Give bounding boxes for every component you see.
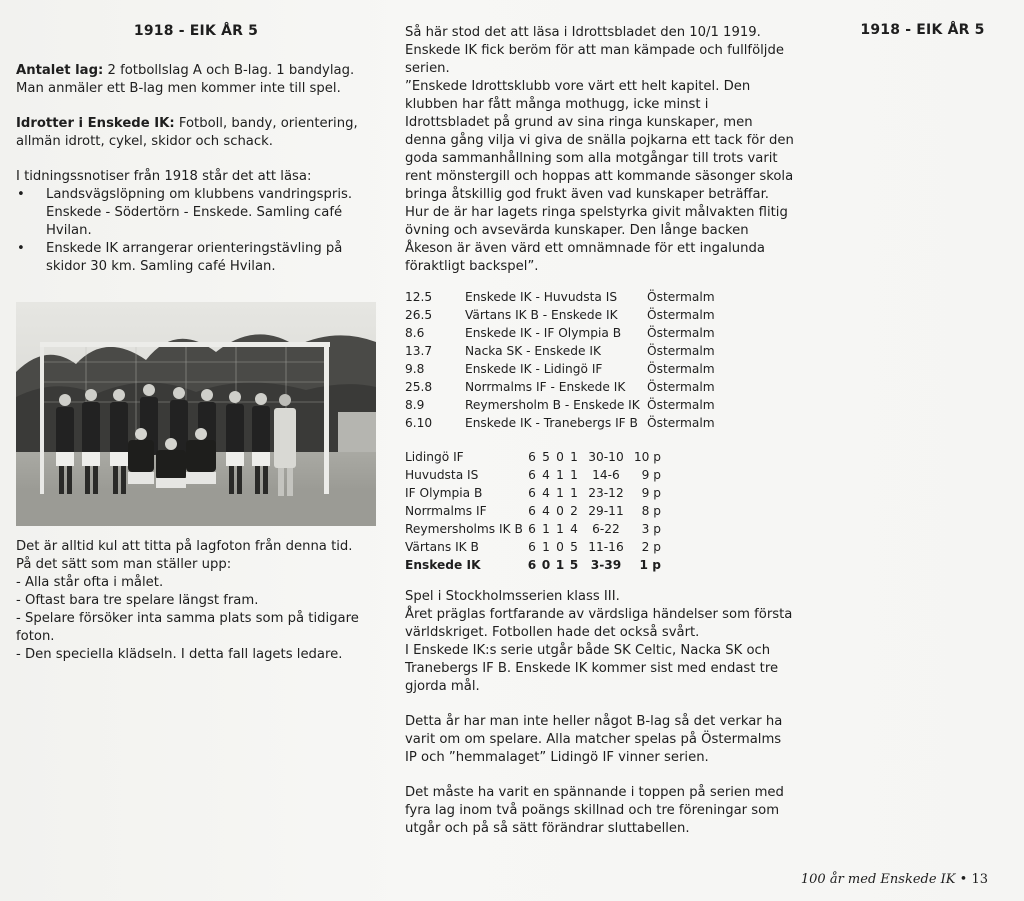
match-teams: Enskede IK - IF Olympia B: [465, 326, 622, 340]
no-b-team-note: Detta år har man inte heller något B-lag så det verkar ha varit om om spelare. Alla matcher spelas på Östermalms IP och ”hemmalaget” Lidingö IF vinner serien.: [405, 714, 783, 765]
table-row: [405, 466, 661, 484]
league-standings-table: [405, 448, 661, 574]
sports-text: Fotboll, bandy, orientering, allmän idrott, cykel, skidor och schack.: [16, 116, 358, 149]
table-row: [405, 448, 661, 466]
standings-drawn: 0: [556, 450, 564, 464]
match-venue: Östermalm: [647, 362, 715, 376]
standings-lost: 1: [570, 486, 578, 500]
standings-won: 4: [542, 486, 550, 500]
list-item: - Spelare försöker inta samma plats som på tidigare foton.: [16, 611, 359, 644]
standings-goals: 11-16: [588, 540, 624, 554]
right-column: [835, 22, 1010, 38]
standings-played: 6: [528, 522, 536, 536]
caption-list: [16, 574, 386, 664]
match-venue: Östermalm: [647, 344, 715, 358]
standings-team: Huvudsta IS: [405, 468, 479, 482]
table-row: [405, 556, 661, 574]
match-venue: Östermalm: [647, 398, 715, 412]
standings-team: Lidingö IF: [405, 450, 464, 464]
match-results-table: [405, 288, 715, 432]
left-column: [16, 22, 386, 276]
standings-team: Norrmalms IF: [405, 504, 487, 518]
standings-points: 10 p: [633, 450, 661, 464]
page-title-left: 1918 - EIK ÅR 5: [133, 23, 259, 39]
match-teams: Nacka SK - Enskede IK: [465, 344, 601, 358]
caption-line-2: På det sätt som man ställer upp:: [16, 557, 232, 572]
standings-team: Värtans IK B: [405, 540, 479, 554]
page-number: 13: [971, 872, 988, 887]
match-date: 8.6: [405, 326, 425, 340]
world-events-note: Året präglas fortfarande av värdsliga händelser som första världskriget. Fotbollen hade det också svårt.: [405, 607, 793, 640]
standings-lost: 1: [570, 468, 578, 482]
list-item: • Landsvägslöpning om klubbens vandringspris. Enskede - Södertörn - Enskede. Samling café Hvilan.: [16, 186, 386, 240]
standings-played: 6: [528, 468, 536, 482]
standings-points: 3 p: [641, 522, 661, 536]
table-row: [405, 306, 715, 324]
standings-lost: 5: [569, 558, 579, 572]
standings-played: 6: [528, 540, 536, 554]
teams-text: 2 fotbollslag A och B-lag. 1 bandylag. Man anmäler ett B-lag men kommer inte till spel.: [16, 63, 355, 96]
standings-drawn: 1: [556, 468, 564, 482]
paragraph-teams: [16, 62, 386, 98]
standings-won: 4: [542, 504, 550, 518]
table-row: [405, 414, 715, 432]
table-row: [405, 342, 715, 360]
table-row: [405, 484, 661, 502]
standings-played: 6: [528, 486, 536, 500]
list-item: • Enskede IK arrangerar orienteringstävling på skidor 30 km. Samling café Hvilan.: [16, 240, 386, 276]
teams-label: Antalet lag:: [16, 63, 104, 78]
standings-team: Enskede IK: [405, 558, 481, 572]
standings-played: 6: [527, 558, 537, 572]
match-date: 12.5: [405, 290, 433, 304]
standings-lost: 5: [570, 540, 578, 554]
photo-caption-block: [16, 538, 386, 664]
page-footer: [801, 872, 988, 887]
standings-won: 1: [542, 540, 550, 554]
notices-intro: I tidningssnotiser från 1918 står det att läsa:: [16, 169, 312, 184]
page-title-right: 1918 - EIK ÅR 5: [860, 22, 985, 38]
match-venue: Östermalm: [647, 290, 715, 304]
match-date: 6.10: [405, 416, 433, 430]
middle-column: [405, 24, 795, 838]
table-row: [405, 288, 715, 306]
match-teams: Reymersholm B - Enskede IK: [465, 398, 640, 412]
table-row: [405, 396, 715, 414]
standings-won: 4: [542, 468, 550, 482]
sports-label: Idrotter i Enskede IK:: [16, 116, 175, 131]
notices-list: [16, 186, 386, 276]
table-row: [405, 324, 715, 342]
table-row: [405, 360, 715, 378]
series-note: Spel i Stockholmsserien klass III.: [405, 589, 620, 604]
newspaper-intro: Så här stod det att läsa i Idrottsbladet den 10/1 1919.: [405, 25, 761, 40]
match-date: 26.5: [405, 308, 433, 322]
standings-points: 8 p: [641, 504, 661, 518]
standings-goals: 30-10: [588, 450, 624, 464]
match-teams: Norrmalms IF - Enskede IK: [465, 380, 626, 394]
standings-goals: 3-39: [590, 558, 622, 572]
team-photo-image: [16, 302, 376, 526]
standings-points: 1 p: [639, 558, 661, 572]
footer-book-title: 100 år med Enskede IK •: [800, 872, 972, 887]
match-venue: Östermalm: [647, 416, 715, 430]
standings-won: 5: [542, 450, 550, 464]
standings-won: 1: [542, 522, 550, 536]
standings-drawn: 0: [556, 504, 564, 518]
match-date: 25.8: [405, 380, 433, 394]
standings-lost: 2: [570, 504, 578, 518]
match-date: 13.7: [405, 344, 433, 358]
match-teams: Enskede IK - Huvudsta IS: [465, 290, 618, 304]
standings-won: 0: [541, 558, 551, 572]
standings-team: Reymersholms IK B: [405, 522, 523, 536]
match-date: 9.8: [405, 362, 425, 376]
standings-team: IF Olympia B: [405, 486, 483, 500]
standings-played: 6: [528, 504, 536, 518]
standings-points: 2 p: [641, 540, 661, 554]
standings-goals: 6-22: [592, 522, 620, 536]
standings-drawn: 1: [556, 486, 564, 500]
standings-drawn: 1: [555, 558, 565, 572]
match-venue: Östermalm: [647, 380, 715, 394]
table-row: [405, 538, 661, 556]
table-row: [405, 378, 715, 396]
list-item: - Oftast bara tre spelare längst fram.: [16, 593, 259, 608]
table-row: [405, 520, 661, 538]
match-venue: Östermalm: [647, 326, 715, 340]
newspaper-praise: Enskede IK fick beröm för att man kämpade och fullföljde serien.: [405, 43, 784, 76]
paragraph-sports: [16, 115, 386, 151]
standings-drawn: 0: [556, 540, 564, 554]
standings-goals: 14-6: [592, 468, 620, 482]
standings-drawn: 1: [556, 522, 564, 536]
standings-lost: 1: [570, 450, 578, 464]
match-teams: Enskede IK - Tranebergs IF B: [465, 416, 638, 430]
standings-points: 9 p: [641, 468, 661, 482]
caption-line-1: Det är alltid kul att titta på lagfoton från denna tid.: [16, 539, 353, 554]
standings-goals: 29-11: [588, 504, 624, 518]
exciting-top-note: Det måste ha varit en spännande i toppen på serien med fyra lag inom två poängs skillnad och tre föreningar som utgår och på så sätt förändrar sluttabellen.: [405, 785, 784, 836]
table-row: [405, 502, 661, 520]
match-teams: Värtans IK B - Enskede IK: [465, 308, 618, 322]
newspaper-quote: ”Enskede Idrottsklubb vore värt ett helt kapitel. Den klubben har fått många mothugg, icke minst i Idrottsbladet på grund av sina ringa kunskaper, men denna gång vilja vi giva de snälla pojkarna ett tack för den goda sammanhållning som alla motgångar till trots varit rent mönstergill och hoppas att kommande säsonger skola bringa åtskillig god frukt även vad kunskaper beträffar. Hur de är har lagets ringa spelstyrka givit målvakten flitig övning och avsevärda kunskaper. Den långe backen Åkeson är även värd ett omnämnade för ett ingalunda föraktligt backspel”.: [405, 79, 794, 274]
standings-points: 9 p: [641, 486, 661, 500]
list-item: - Alla står ofta i målet.: [16, 575, 164, 590]
team-photo: [16, 302, 376, 526]
standings-played: 6: [528, 450, 536, 464]
match-teams: Enskede IK - Lidingö IF: [465, 362, 603, 376]
list-item: - Den speciella klädseln. I detta fall lagets ledare.: [16, 647, 343, 662]
withdrawn-teams-note: I Enskede IK:s serie utgår både SK Celtic, Nacka SK och Tranebergs IF B. Enskede IK kommer sist med endast tre gjorda mål.: [405, 643, 779, 694]
match-venue: Östermalm: [647, 308, 715, 322]
standings-goals: 23-12: [588, 486, 624, 500]
standings-lost: 4: [570, 522, 578, 536]
match-date: 8.9: [405, 398, 425, 412]
